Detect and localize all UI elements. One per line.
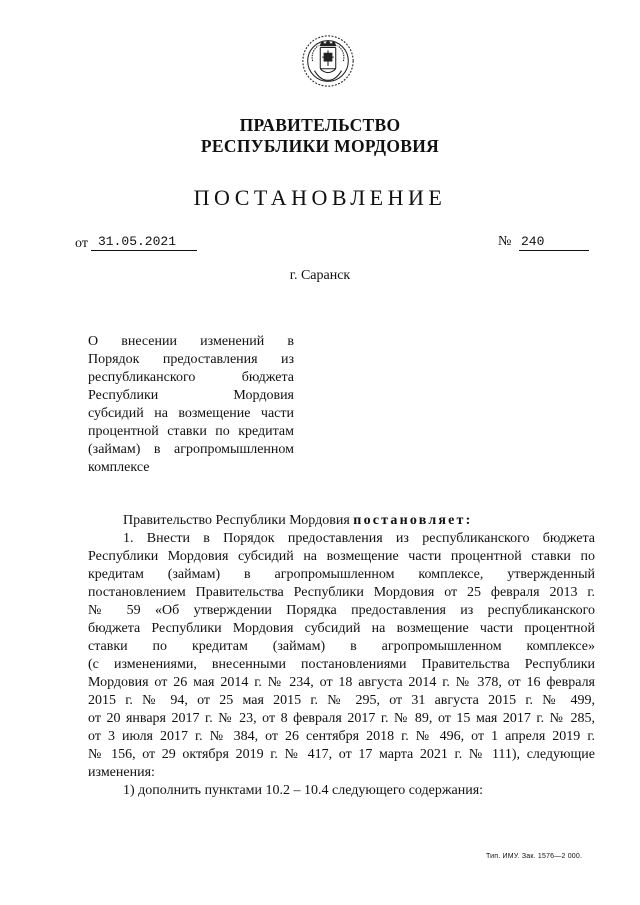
number-label: № — [498, 234, 512, 249]
subject-line: субсидий на возмещение части — [88, 406, 294, 421]
document-body — [88, 512, 595, 800]
city: г. Саранск — [289, 268, 351, 283]
subject-line: комплексе — [88, 460, 150, 475]
subject-line: Порядок предоставления из — [88, 352, 294, 367]
decree-intro — [88, 512, 595, 530]
subject-line: (займам) в агропромышленном — [88, 442, 294, 457]
coat-of-arms-icon — [299, 32, 357, 90]
document-type-title: ПОСТАНОВЛЕНИЕ — [193, 185, 447, 210]
paragraph-line: Мордовия от 26 мая 2014 г. № 234, от 18 августа 2014 г. № 378, от 16 февраля — [88, 675, 595, 690]
paragraph-line: 1. Внести в Порядок предоставления из республиканского бюджета — [123, 531, 595, 546]
paragraph-line: (с изменениями, внесенными постановлениями Правительства Республики — [88, 657, 595, 672]
subject-line: Республики Мордовия — [88, 388, 294, 403]
paragraph-line: ставки по кредитам (займам) в агропромышленном комплексе» — [88, 639, 595, 654]
decree-word: постановляет: — [353, 513, 473, 528]
subject-line: республиканского бюджета — [88, 370, 294, 385]
subject-line: процентной ставки по кредитам — [88, 424, 294, 439]
paragraph-line: № 59 «Об утверждении Порядка предоставления из республиканского — [88, 603, 595, 618]
subject-block — [88, 333, 294, 477]
list-item: 1) дополнить пунктами 10.2 – 10.4 следующего содержания: — [123, 783, 484, 798]
paragraph-line: от 20 января 2017 г. № 23, от 8 февраля 2017 г. № 89, от 15 мая 2017 г. № 285, — [88, 711, 595, 726]
paragraph-line: постановлением Правительства Республики Мордовия от 25 февраля 2013 г. — [88, 585, 595, 600]
subject-line: О внесении изменений в — [88, 334, 294, 349]
government-name-line-2: РЕСПУБЛИКИ МОРДОВИЯ — [200, 136, 440, 156]
paragraph-line: кредитам (займам) в агропромышленном комплексе, утвержденный — [88, 567, 595, 582]
date-value: 31.05.2021 — [91, 234, 197, 251]
paragraph-line: бюджета Республики Мордовия субсидий на возмещение части процентной — [88, 621, 595, 636]
government-name-line-1: ПРАВИТЕЛЬСТВО — [239, 115, 401, 135]
paragraph-line: № 156, от 29 октября 2019 г. № 417, от 17 марта 2021 г. № 111), следующие — [88, 747, 595, 762]
decree-intro-text: Правительство Республики Мордовия — [123, 513, 354, 528]
date-label: от — [75, 236, 88, 251]
paragraph-line: изменения: — [88, 765, 155, 780]
number-value: 240 — [519, 234, 589, 251]
paragraph-line: от 3 июля 2017 г. № 384, от 26 сентября 2018 г. № 496, от 1 апреля 2019 г. — [88, 729, 595, 744]
paragraph-line: Республики Мордовия субсидий на возмещение части процентной ставки по — [88, 549, 595, 564]
paragraph-line: 2015 г. № 94, от 25 мая 2015 г. № 295, от 31 августа 2015 г. № 499, — [88, 693, 595, 708]
print-mark: Тип. ИМУ. Зак. 1576—2 000. — [486, 853, 583, 860]
